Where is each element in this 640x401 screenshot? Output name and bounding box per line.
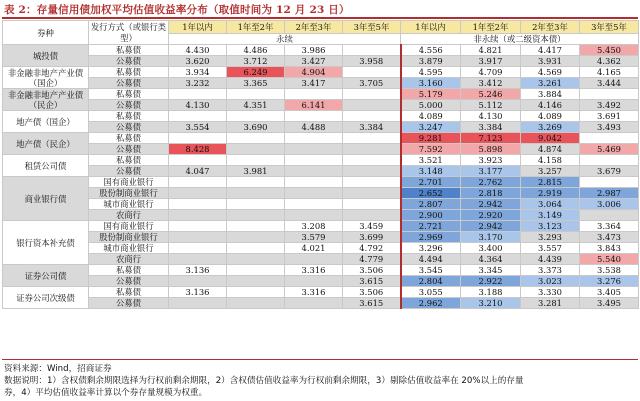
yield-cell: 3.427 — [285, 56, 343, 67]
yield-cell: 3.699 — [343, 232, 401, 243]
yield-cell: 3.296 — [401, 243, 461, 254]
yield-cell — [169, 243, 227, 254]
yield-cell — [227, 287, 285, 298]
issue-method: 私募债 — [89, 265, 169, 276]
yield-cell — [343, 111, 401, 122]
yield-table — [2, 20, 639, 309]
yield-cell: 3.384 — [461, 122, 521, 133]
header-row-terms — [3, 21, 639, 34]
yield-cell — [343, 45, 401, 56]
header-term-nonperp-2: 1年至2年 — [461, 21, 521, 34]
yield-cell — [227, 155, 285, 166]
yield-cell: 3.123 — [521, 221, 580, 232]
yield-cell: 3.879 — [401, 56, 461, 67]
yield-cell: 3.545 — [401, 265, 461, 276]
yield-cell: 5.000 — [401, 100, 461, 111]
yield-cell — [285, 298, 343, 309]
yield-cell: 3.170 — [461, 232, 521, 243]
yield-cell: 2.922 — [461, 276, 521, 287]
yield-cell — [285, 188, 343, 199]
issue-method: 农商行 — [89, 210, 169, 221]
yield-cell: 3.615 — [343, 276, 401, 287]
yield-cell — [285, 276, 343, 287]
yield-cell: 4.021 — [285, 243, 343, 254]
table-row — [3, 243, 639, 254]
yield-cell — [285, 89, 343, 100]
header-kind: 券种 — [3, 21, 89, 45]
issue-method: 国有商业银行 — [89, 177, 169, 188]
header-term-perp-2: 1年至2年 — [227, 21, 285, 34]
yield-cell — [285, 199, 343, 210]
issue-method: 私募债 — [89, 155, 169, 166]
category-label: 证券公司次级债 — [3, 287, 89, 309]
yield-cell: 4.595 — [401, 67, 461, 78]
yield-cell: 3.493 — [580, 122, 639, 133]
yield-cell — [227, 298, 285, 309]
yield-cell — [343, 177, 401, 188]
table-row — [3, 56, 639, 67]
issue-method: 国有商业银行 — [89, 221, 169, 232]
table-row — [3, 67, 639, 78]
yield-cell: 9.042 — [521, 133, 580, 144]
yield-cell — [169, 276, 227, 287]
yield-cell — [227, 188, 285, 199]
yield-cell: 5.540 — [580, 254, 639, 265]
yield-cell — [285, 133, 343, 144]
yield-cell: 5.450 — [580, 45, 639, 56]
yield-cell: 3.055 — [401, 287, 461, 298]
yield-cell — [169, 133, 227, 144]
yield-cell — [343, 89, 401, 100]
yield-cell: 3.293 — [521, 232, 580, 243]
yield-cell — [169, 232, 227, 243]
yield-cell — [343, 67, 401, 78]
yield-cell: 3.690 — [227, 122, 285, 133]
category-label: 商业银行债 — [3, 177, 89, 221]
issue-method: 公募债 — [89, 166, 169, 177]
yield-cell: 3.208 — [285, 221, 343, 232]
yield-cell — [580, 177, 639, 188]
yield-cell: 3.384 — [343, 122, 401, 133]
yield-cell: 4.821 — [461, 45, 521, 56]
table-title: 表 2：存量信用债加权平均估值收益率分布（取值时间为 12 月 23 日） — [4, 4, 350, 16]
table-row — [3, 276, 639, 287]
yield-cell — [285, 177, 343, 188]
yield-cell: 3.177 — [461, 166, 521, 177]
yield-cell: 3.495 — [580, 298, 639, 309]
yield-cell: 3.188 — [461, 287, 521, 298]
yield-cell: 3.373 — [521, 265, 580, 276]
yield-cell: 2.969 — [401, 232, 461, 243]
yield-cell: 3.247 — [401, 122, 461, 133]
yield-cell: 2.701 — [401, 177, 461, 188]
yield-cell — [580, 133, 639, 144]
yield-cell: 4.569 — [521, 67, 580, 78]
yield-cell — [227, 144, 285, 155]
header-term-nonperp-4: 3年至5年 — [580, 21, 639, 34]
issue-method: 公募债 — [89, 298, 169, 309]
yield-cell: 4.709 — [461, 67, 521, 78]
header-term-perp-1: 1年以内 — [169, 21, 227, 34]
issue-method: 私募债 — [89, 111, 169, 122]
yield-cell: 4.556 — [401, 45, 461, 56]
yield-cell: 3.023 — [521, 276, 580, 287]
yield-cell — [227, 111, 285, 122]
category-label: 地产债（民企） — [3, 133, 89, 155]
yield-cell: 2.942 — [461, 199, 521, 210]
table-row — [3, 188, 639, 199]
yield-cell: 4.047 — [169, 166, 227, 177]
table-row — [3, 100, 639, 111]
yield-cell: 4.130 — [461, 111, 521, 122]
yield-cell: 3.364 — [580, 221, 639, 232]
yield-cell: 3.705 — [343, 78, 401, 89]
yield-cell: 4.430 — [169, 45, 227, 56]
yield-cell: 2.652 — [401, 188, 461, 199]
yield-cell — [343, 100, 401, 111]
category-label: 非金融非地产产业债（国企） — [3, 67, 89, 89]
title-divider — [2, 17, 638, 19]
yield-cell: 3.931 — [521, 56, 580, 67]
source-note: 资料来源：Wind，招商证券 — [4, 364, 112, 374]
data-note-line-2: 券，4）平均估值收益率计算以个券存量规模为权重。 — [4, 388, 208, 398]
yield-cell — [285, 210, 343, 221]
yield-cell: 4.089 — [521, 111, 580, 122]
category-label: 非金融非地产产业债（民企） — [3, 89, 89, 111]
yield-cell: 2.818 — [461, 188, 521, 199]
yield-cell: 4.439 — [521, 254, 580, 265]
yield-cell: 3.538 — [580, 265, 639, 276]
yield-cell: 5.179 — [401, 89, 461, 100]
yield-cell: 3.006 — [580, 199, 639, 210]
issue-method: 私募债 — [89, 67, 169, 78]
table-row — [3, 122, 639, 133]
table-row — [3, 78, 639, 89]
yield-cell: 4.165 — [580, 67, 639, 78]
yield-cell: 4.904 — [285, 67, 343, 78]
yield-cell — [169, 155, 227, 166]
yield-cell: 3.444 — [580, 78, 639, 89]
yield-cell: 3.691 — [580, 111, 639, 122]
yield-cell: 3.276 — [580, 276, 639, 287]
yield-cell: 3.269 — [521, 122, 580, 133]
issue-method: 城市商业银行 — [89, 243, 169, 254]
table-row — [3, 199, 639, 210]
yield-cell: 5.112 — [461, 100, 521, 111]
table-row — [3, 254, 639, 265]
yield-cell: 4.364 — [461, 254, 521, 265]
table-row — [3, 232, 639, 243]
issue-method: 股份制商业银行 — [89, 188, 169, 199]
yield-cell: 3.064 — [521, 199, 580, 210]
yield-cell — [343, 133, 401, 144]
yield-cell — [580, 210, 639, 221]
yield-cell: 5.246 — [461, 89, 521, 100]
yield-cell: 3.417 — [285, 78, 343, 89]
yield-cell — [169, 89, 227, 100]
table-row — [3, 111, 639, 122]
yield-cell — [285, 144, 343, 155]
header-term-perp-4: 3年至5年 — [343, 21, 401, 34]
yield-cell: 3.986 — [285, 45, 343, 56]
table-row — [3, 287, 639, 298]
issue-method: 公募债 — [89, 78, 169, 89]
yield-cell — [169, 177, 227, 188]
issue-method: 私募债 — [89, 45, 169, 56]
yield-cell: 4.362 — [580, 56, 639, 67]
yield-cell — [227, 221, 285, 232]
yield-cell: 4.486 — [227, 45, 285, 56]
yield-cell — [169, 199, 227, 210]
issue-method: 私募债 — [89, 89, 169, 100]
yield-cell: 3.316 — [285, 265, 343, 276]
table-body — [3, 45, 639, 309]
yield-cell: 3.506 — [343, 287, 401, 298]
category-label: 银行资本补充债 — [3, 221, 89, 265]
yield-cell: 3.958 — [343, 56, 401, 67]
yield-cell: 3.365 — [227, 78, 285, 89]
yield-cell: 3.554 — [169, 122, 227, 133]
yield-cell: 4.494 — [401, 254, 461, 265]
header-term-perp-3: 2年至3年 — [285, 21, 343, 34]
data-note-line-1: 数据说明：1）含权债剩余期限选择为行权前剩余期限，2）含权债估值收益率为行权前剩余期限，3）剔除估值收益率在 20%以上的存量 — [4, 376, 524, 386]
yield-cell — [169, 298, 227, 309]
yield-cell: 4.130 — [169, 100, 227, 111]
yield-cell: 9.281 — [401, 133, 461, 144]
yield-cell: 2.815 — [521, 177, 580, 188]
yield-cell: 3.620 — [169, 56, 227, 67]
yield-cell: 5.469 — [580, 144, 639, 155]
yield-cell: 2.919 — [521, 188, 580, 199]
yield-cell: 3.506 — [343, 265, 401, 276]
yield-cell: 2.900 — [401, 210, 461, 221]
yield-cell: 3.557 — [521, 243, 580, 254]
yield-cell: 3.934 — [169, 67, 227, 78]
yield-cell — [169, 210, 227, 221]
yield-cell: 4.146 — [521, 100, 580, 111]
yield-cell — [227, 276, 285, 287]
yield-cell — [343, 144, 401, 155]
yield-cell: 3.149 — [521, 210, 580, 221]
yield-cell — [227, 210, 285, 221]
table-row — [3, 89, 639, 100]
yield-cell: 3.521 — [401, 155, 461, 166]
yield-cell — [285, 254, 343, 265]
yield-cell: 3.257 — [521, 166, 580, 177]
category-label: 证券公司债 — [3, 265, 89, 287]
yield-cell — [227, 232, 285, 243]
table-row — [3, 298, 639, 309]
yield-cell: 8.428 — [169, 144, 227, 155]
yield-cell: 6.249 — [227, 67, 285, 78]
yield-cell: 3.232 — [169, 78, 227, 89]
yield-cell — [343, 155, 401, 166]
table-row — [3, 155, 639, 166]
yield-cell — [227, 133, 285, 144]
yield-cell: 2.807 — [401, 199, 461, 210]
table-row — [3, 45, 639, 56]
yield-cell — [227, 177, 285, 188]
yield-cell: 3.136 — [169, 265, 227, 276]
yield-cell: 4.351 — [227, 100, 285, 111]
yield-cell: 2.721 — [401, 221, 461, 232]
yield-cell: 2.987 — [580, 188, 639, 199]
yield-cell: 4.874 — [521, 144, 580, 155]
yield-cell — [343, 166, 401, 177]
issue-method: 公募债 — [89, 56, 169, 67]
yield-cell: 3.679 — [580, 166, 639, 177]
yield-cell: 3.330 — [521, 287, 580, 298]
yield-cell: 3.917 — [461, 56, 521, 67]
yield-cell: 3.160 — [401, 78, 461, 89]
yield-cell: 4.089 — [401, 111, 461, 122]
yield-cell — [343, 199, 401, 210]
table-row — [3, 221, 639, 232]
yield-cell: 2.804 — [401, 276, 461, 287]
yield-cell: 4.792 — [343, 243, 401, 254]
yield-cell: 2.762 — [461, 177, 521, 188]
issue-method: 私募债 — [89, 133, 169, 144]
yield-table-container — [2, 20, 638, 358]
yield-cell: 2.962 — [401, 298, 461, 309]
header-method: 发行方式（或银行类型） — [89, 21, 169, 45]
category-label: 城投债 — [3, 45, 89, 67]
header-term-nonperp-3: 2年至3年 — [521, 21, 580, 34]
yield-cell: 3.148 — [401, 166, 461, 177]
issue-method: 私募债 — [89, 287, 169, 298]
yield-cell: 3.261 — [521, 78, 580, 89]
yield-cell: 5.898 — [461, 144, 521, 155]
yield-cell: 3.712 — [227, 56, 285, 67]
issue-method: 城市商业银行 — [89, 199, 169, 210]
yield-cell: 3.843 — [580, 243, 639, 254]
yield-cell: 3.615 — [343, 298, 401, 309]
issue-method: 农商行 — [89, 254, 169, 265]
table-row — [3, 177, 639, 188]
yield-cell — [343, 188, 401, 199]
yield-cell: 3.405 — [580, 287, 639, 298]
yield-cell — [285, 155, 343, 166]
issue-method: 股份制商业银行 — [89, 232, 169, 243]
table-row — [3, 210, 639, 221]
yield-cell: 3.459 — [343, 221, 401, 232]
issue-method: 公募债 — [89, 276, 169, 287]
yield-cell — [227, 89, 285, 100]
yield-cell — [285, 166, 343, 177]
header-group-nonperpetual: 非永续（或二级资本债） — [401, 34, 639, 45]
yield-cell: 7.123 — [461, 133, 521, 144]
category-label: 地产债（国企） — [3, 111, 89, 133]
table-row — [3, 133, 639, 144]
issue-method: 公募债 — [89, 122, 169, 133]
yield-cell — [227, 243, 285, 254]
yield-cell: 3.210 — [461, 298, 521, 309]
table-row — [3, 265, 639, 276]
issue-method: 公募债 — [89, 100, 169, 111]
yield-cell — [285, 111, 343, 122]
yield-cell: 3.579 — [285, 232, 343, 243]
yield-cell: 4.417 — [521, 45, 580, 56]
yield-cell — [580, 89, 639, 100]
yield-cell: 2.920 — [461, 210, 521, 221]
yield-cell: 3.412 — [461, 78, 521, 89]
yield-cell: 3.884 — [521, 89, 580, 100]
header-term-nonperp-1: 1年以内 — [401, 21, 461, 34]
yield-cell: 3.400 — [461, 243, 521, 254]
footer-divider — [2, 359, 638, 360]
yield-cell: 3.981 — [227, 166, 285, 177]
category-label: 租赁公司债 — [3, 155, 89, 177]
yield-cell: 3.316 — [285, 287, 343, 298]
yield-cell: 4.158 — [521, 155, 580, 166]
yield-cell: 3.923 — [461, 155, 521, 166]
yield-cell: 3.281 — [521, 298, 580, 309]
yield-cell — [580, 155, 639, 166]
yield-cell — [169, 254, 227, 265]
yield-cell — [227, 254, 285, 265]
yield-cell — [227, 265, 285, 276]
yield-cell — [343, 210, 401, 221]
yield-cell: 3.345 — [461, 265, 521, 276]
yield-cell — [169, 111, 227, 122]
yield-cell — [227, 199, 285, 210]
yield-cell: 3.473 — [580, 232, 639, 243]
yield-cell: 4.488 — [285, 122, 343, 133]
yield-cell: 6.141 — [285, 100, 343, 111]
yield-cell: 4.779 — [343, 254, 401, 265]
yield-cell — [169, 221, 227, 232]
table-row — [3, 166, 639, 177]
yield-cell: 3.136 — [169, 287, 227, 298]
issue-method: 公募债 — [89, 144, 169, 155]
yield-cell — [169, 188, 227, 199]
header-group-perpetual: 永续 — [169, 34, 401, 45]
yield-cell: 7.592 — [401, 144, 461, 155]
yield-cell: 3.492 — [580, 100, 639, 111]
yield-cell: 2.942 — [461, 221, 521, 232]
table-row — [3, 144, 639, 155]
